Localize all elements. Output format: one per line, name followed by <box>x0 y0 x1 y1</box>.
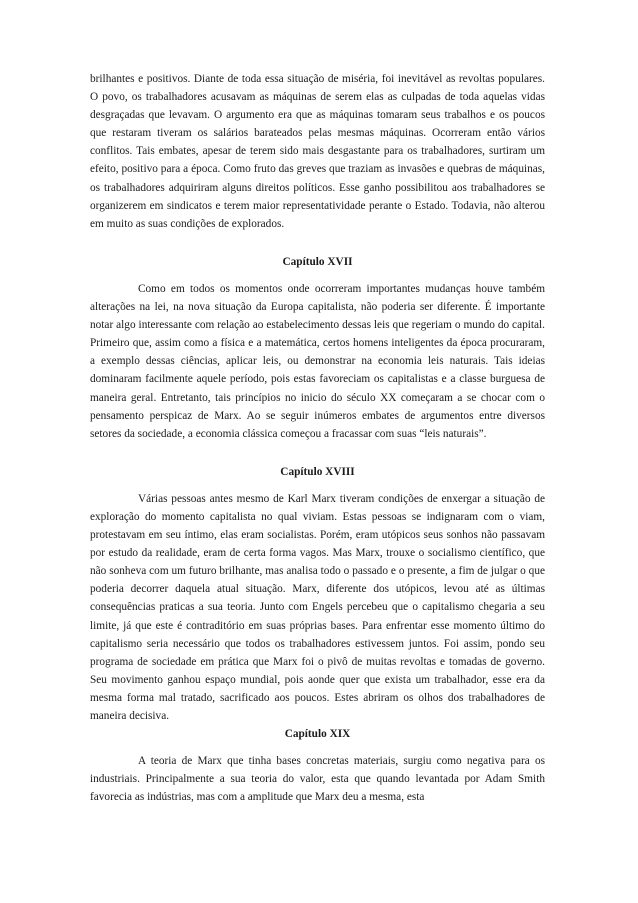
spacer <box>90 443 545 463</box>
paragraph-continuation: brilhantes e positivos. Diante de toda essa situação de miséria, foi inevitável as revoltas populares. O povo, os trabalhadores acusavam as máquinas de serem elas as culpadas de toda aquelas vidas desgraçadas que levavam. O argumento era que as máquinas tomaram seus trabalhos e os poucos que restaram tiveram os salários barateados pelas mesmas máquinas. Ocorreram então vários conflitos. Tais embates, apesar de terem sido mais desgastante para os trabalhadores, surtiram um efeito, positivo para a época. Como fruto das greves que traziam as invasões e quebras de máquinas, os trabalhadores adquiriram alguns direitos políticos. Esse ganho possibilitou aos trabalhadores se organizerem em sindicatos e terem maior representatividade perante o Estado. Todavia, não alterou em muito as suas condições de explorados. <box>90 73 545 230</box>
chapter-heading-xix: Capítulo XIX <box>284 728 351 741</box>
chapter-xvii-paragraph: Como em todos os momentos onde ocorreram importantes mudanças houve também alterações na lei, na nova situação da Europa capitalista, não poderia ser diferente. É importante notar algo interessante com relação ao estabelecimento dessas leis que regeriam o mundo do capital. Primeiro que, assim como a física e a matemática, certos homens inteligentes da época procuraram, a exemplo dessas ciências, aplicar leis, ou demonstrar na economia leis naturais. Tais ideias dominaram facilmente aquele período, pois estas favoreciam os capitalistas e a classe burguesa de maneira geral. Entretanto, tais princípios no inicio do século XX começaram a se chocar com o pensamento perspicaz de Marx. Ao se seguir inúmeros embates de argumentos entre diversos setores da sociedade, a economia clássica começou a fracassar com suas “leis naturais”. <box>90 282 545 440</box>
spacer <box>90 233 545 253</box>
spacer <box>90 743 545 752</box>
chapter-xix-paragraph: A teoria de Marx que tinha bases concretas materiais, surgiu como negativa para os industriais. Principalmente a sua teoria do valor, esta que quando levantada por Adam Smith favorecia as indústrias, mas com a amplitude que Marx deu a mesma, esta <box>90 755 545 804</box>
spacer <box>90 271 545 280</box>
chapter-heading-xviii: Capítulo XVIII <box>280 465 355 478</box>
chapter-xviii-paragraph: Várias pessoas antes mesmo de Karl Marx tiveram condições de enxergar a situação de exploração do momento capitalista no qual viviam. Estas pessoas se indignaram com o viam, protestavam em seu íntimo, elas eram socialistas. Porém, eram utópicos seus sonhos não passavam por estudo da realidade, eram de certa forma vagos. Mas Marx, trouxe o socialismo científico, que não sonheva com um futuro brilhante, mas analisa todo o passado e o presente, a fim de julgar o que poderia decorrer daquela atual situação. Marx, diferente dos utópicos, levou até as últimas consequências praticas a sua teoria. Junto com Engels percebeu que o capitalismo chegaria a seu limite, já que este é contraditório em suas próprias bases. Para enfrentar esse momento último do capitalismo seria necessário que todos os trabalhadores estivessem juntos. Foi assim, pondo seu programa de sociedade em prática que Marx foi o pivô de muitas revoltas e tomadas de governo. Seu movimento ganhou espaço mundial, pois aonde quer que exista um trabalhador, esse era da mesma forma mal tratado, sacrificado aos poucos. Estes abriram os olhos dos trabalhadores de maneira decisiva. <box>90 492 545 722</box>
chapter-heading-xvii: Capítulo XVII <box>282 255 353 268</box>
spacer <box>90 481 545 490</box>
